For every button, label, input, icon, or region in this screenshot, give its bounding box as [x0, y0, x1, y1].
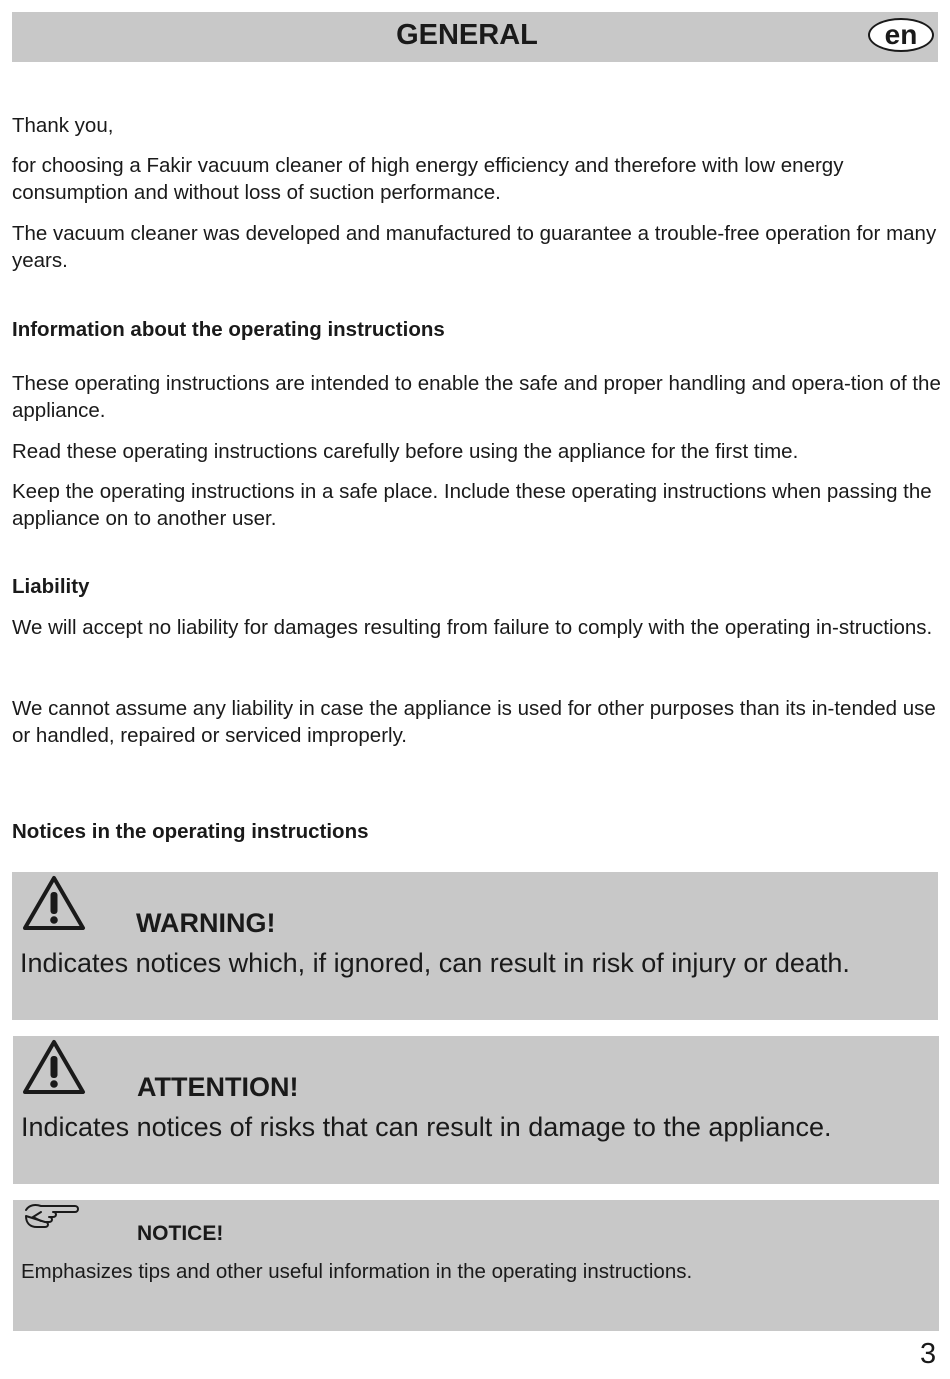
operating-info-paragraph-2: Read these operating instructions carefully before using the appliance for the first time.: [12, 440, 799, 463]
page-title: GENERAL: [396, 19, 538, 51]
intro-greeting: Thank you,: [12, 114, 114, 137]
pointing-hand-icon: [23, 1202, 81, 1232]
liability-paragraph-2: We cannot assume any liability in case the appliance is used for other purposes than its in-tended use or handled, repaired or serviced improperly.: [12, 697, 936, 747]
notice-text: Emphasizes tips and other useful information in the operating instructions.: [21, 1260, 693, 1283]
warning-triangle-icon: [22, 874, 86, 932]
operating-info-paragraph-3: Keep the operating instructions in a safe place. Include these operating instructions when passing the appliance on to another user.: [12, 480, 932, 530]
language-badge: en: [868, 18, 934, 52]
notice-box: [13, 1200, 939, 1331]
warning-text: Indicates notices which, if ignored, can result in risk of injury or death.: [20, 948, 850, 978]
attention-box: [13, 1036, 939, 1184]
attention-text: Indicates notices of risks that can result in damage to the appliance.: [21, 1112, 832, 1142]
page-number: 3: [920, 1338, 937, 1370]
liability-paragraph-1: We will accept no liability for damages resulting from failure to comply with the operating in-structions.: [12, 616, 933, 639]
intro-paragraph-2: The vacuum cleaner was developed and manufactured to guarantee a trouble-free operation for many years.: [12, 222, 937, 272]
operating-info-paragraph-1: These operating instructions are intended to enable the safe and proper handling and opera-tion of the appliance.: [12, 372, 941, 422]
intro-paragraph-1: for choosing a Fakir vacuum cleaner of high energy efficiency and therefore with low energy consumption and without loss of suction performance.: [12, 154, 844, 204]
warning-box: [12, 872, 938, 1020]
warning-title: WARNING!: [136, 908, 276, 938]
operating-info-heading: Information about the operating instructions: [12, 318, 445, 341]
notices-heading: Notices in the operating instructions: [12, 820, 369, 843]
notice-title: NOTICE!: [137, 1222, 224, 1245]
warning-triangle-icon: [22, 1038, 86, 1096]
header-bar: [12, 12, 938, 62]
liability-heading: Liability: [12, 575, 90, 598]
attention-title: ATTENTION!: [137, 1072, 299, 1102]
